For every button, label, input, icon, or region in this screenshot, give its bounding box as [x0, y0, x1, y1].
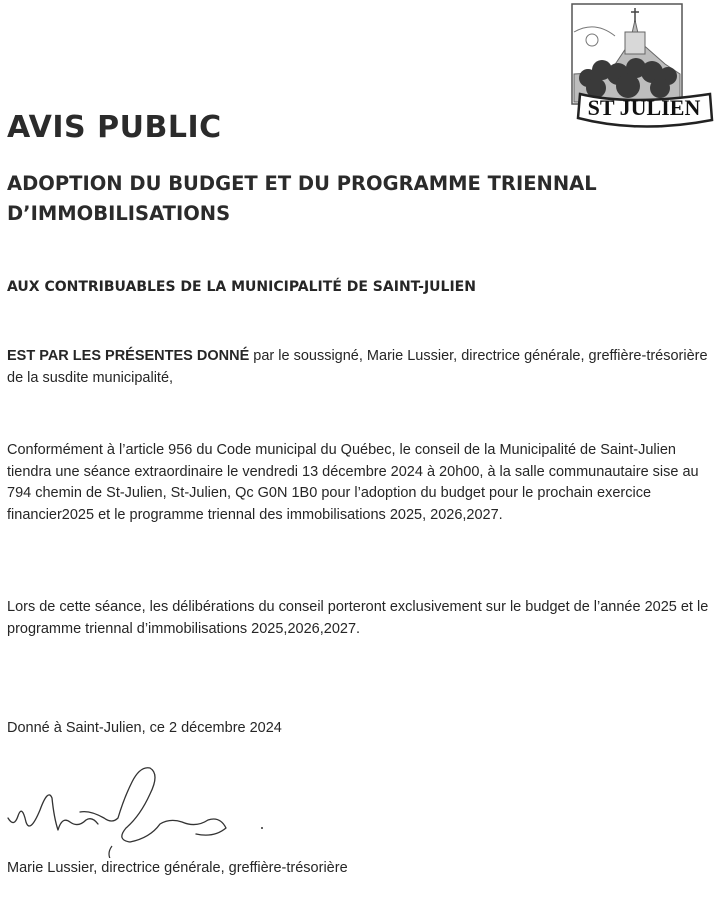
signer-name-title: Marie Lussier, directrice générale, greffière-trésorière — [7, 860, 348, 876]
signature-icon — [0, 758, 270, 858]
subtitle-line-1: ADOPTION DU BUDGET ET DU PROGRAMME TRIENNAL — [7, 172, 597, 195]
st-julien-logo-icon — [570, 2, 715, 132]
logo-text: ST JULIEN — [587, 95, 701, 120]
page-title: AVIS PUBLIC — [7, 110, 222, 145]
handwritten-signature — [0, 758, 270, 858]
audience-heading: AUX CONTRIBUABLES DE LA MUNICIPALITÉ DE SAINT-JULIEN — [7, 279, 476, 295]
deliberations-paragraph: Lors de cette séance, les délibérations du conseil porteront exclusivement sur le budget de l’année 2025 et le programme triennal d’immobilisations 2025,2026,2027. — [7, 599, 709, 637]
subtitle-line-2: D’IMMOBILISATIONS — [7, 202, 231, 225]
notice-subtitle — [7, 169, 647, 229]
notice-lead: EST PAR LES PRÉSENTES DONNÉ — [7, 348, 250, 364]
place-date: Donné à Saint-Julien, ce 2 décembre 2024 — [7, 720, 282, 736]
meeting-paragraph: Conformément à l’article 956 du Code municipal du Québec, le conseil de la Municipalité de Saint-Julien tiendra une séance extraordinaire le vendredi 13 décembre 2024 à 20h00, à la salle communautaire sise au 794 chemin de St-Julien, St-Julien, Qc G0N 1B0 pour l’adoption du budget pour le prochain exercice financier2025 et le programme triennal des immobilisations 2025, 2026,2027. — [7, 442, 699, 523]
notice-rest: par le soussigné, Marie Lussier, directrice générale, greffière-trésorière de la susdite municipalité, — [7, 348, 708, 386]
municipality-logo — [570, 2, 715, 132]
notice-paragraph — [7, 346, 722, 389]
